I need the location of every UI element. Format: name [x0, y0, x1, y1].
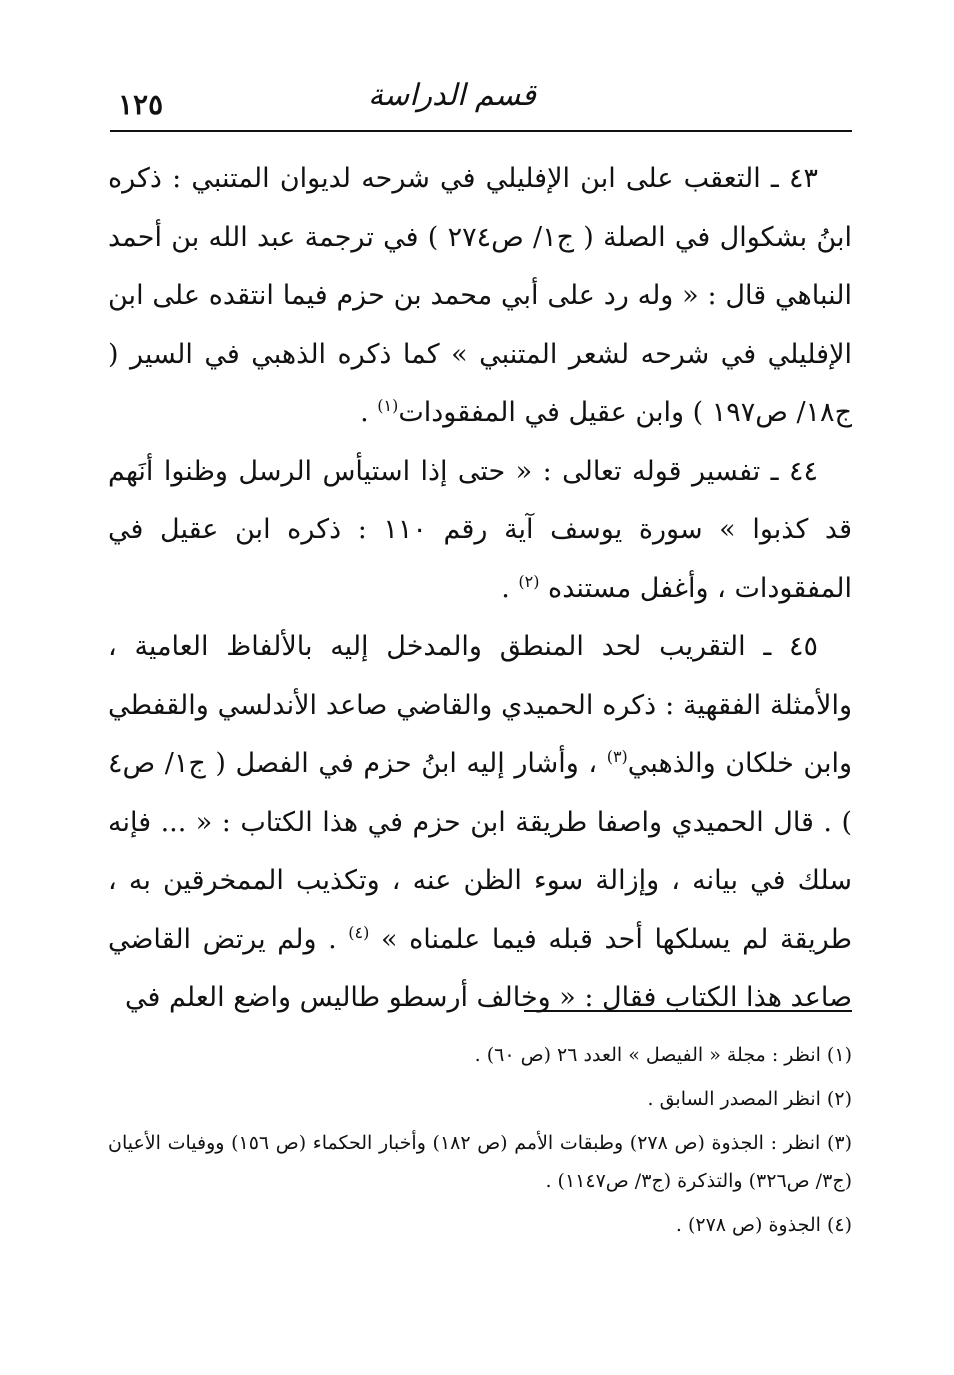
- footnote-4: (٤) الجذوة (ص ٢٧٨) .: [675, 1214, 852, 1236]
- header-rule: [110, 130, 852, 132]
- paragraph-43: [108, 150, 852, 443]
- page-number: ١٢٥: [118, 88, 164, 121]
- paragraph-text: ٤٤ ـ تفسير قوله تعالى : « حتى إذا استيأس الرسل وظنوا أنَهم قد كذبوا » سورة يوسف آية رقم ١١٠ : ذكره ابن عقيل في المفقودات ، وأغفل مستنده: [108, 455, 852, 604]
- running-head: قسم الدراسة: [368, 78, 536, 113]
- paragraph-text: ٤٣ ـ التعقب على ابن الإفليلي في شرحه لديوان المتنبي : ذكره ابنُ بشكوال في الصلة ( ج١/ ص٢٧٤ ) في ترجمة عبد الله بن أحمد النباهي قال : « وله رد على أبي محمد بن حزم فيما انتقده على ابن الإفليلي في شرحه لشعر المتنبي » كما ذكره الذهبي في السير ( ج١٨/ ص١٩٧ ) وابن عقيل في المفقودات: [108, 163, 852, 428]
- footnote-2: (٢) انظر المصدر السابق .: [647, 1088, 852, 1110]
- body-text: [108, 150, 852, 1028]
- footnotes: [108, 1036, 852, 1250]
- paragraph-text: ، وأشار إليه ابنُ حزم في الفصل ( ج١/ ص٤ ) . قال الحميدي واصفا طريقة ابن حزم في هذا الكتاب : « ... فإنه سلك في بيانه ، وإزالة سوء الظن عنه ، وتكذيب الممخرقين به ، طريقة لم يسلكها أحد قبله فيما علمناه »: [108, 748, 853, 955]
- footnote-ref-2: (٢): [518, 571, 540, 591]
- paragraph-44: [108, 443, 852, 619]
- paragraph-text: .: [360, 397, 378, 428]
- paragraph-text: . ولم يرتض القاضي صاعد هذا الكتاب فقال : « وخالف أرسطو طاليس واضع العلم في: [108, 923, 852, 1013]
- paragraph-text: ٤٥ ـ التقريب لحد المنطق والمدخل إليه بالألفاظ العامية ، والأمثلة الفقهية : ذكره الحميدي والقاضي صاعد الأندلسي والقفطي وابن خلكان والذهبي: [108, 631, 853, 779]
- footnote-ref-3: (٣): [606, 747, 628, 766]
- footnote-ref-4: (٤): [348, 922, 370, 942]
- footnote-1: (١) انظر : مجلة « الفيصل » العدد ٢٦ (ص ٦٠) .: [474, 1044, 852, 1066]
- page-header: [110, 70, 852, 132]
- footnote-ref-1: (١): [377, 396, 399, 415]
- footnote-rule: [524, 1010, 852, 1012]
- paragraph-text: .: [501, 572, 519, 604]
- paragraph-45: [108, 618, 852, 1028]
- footnote-3: (٣) انظر : الجذوة (ص ٢٧٨) وطبقات الأمم (ص ١٨٢) وأخبار الحكماء (ص ١٥٦) ووفيات الأعيان (ج٣/ ص٣٢٦) والتذكرة (ج٣/ ص١١٤٧) .: [108, 1132, 852, 1192]
